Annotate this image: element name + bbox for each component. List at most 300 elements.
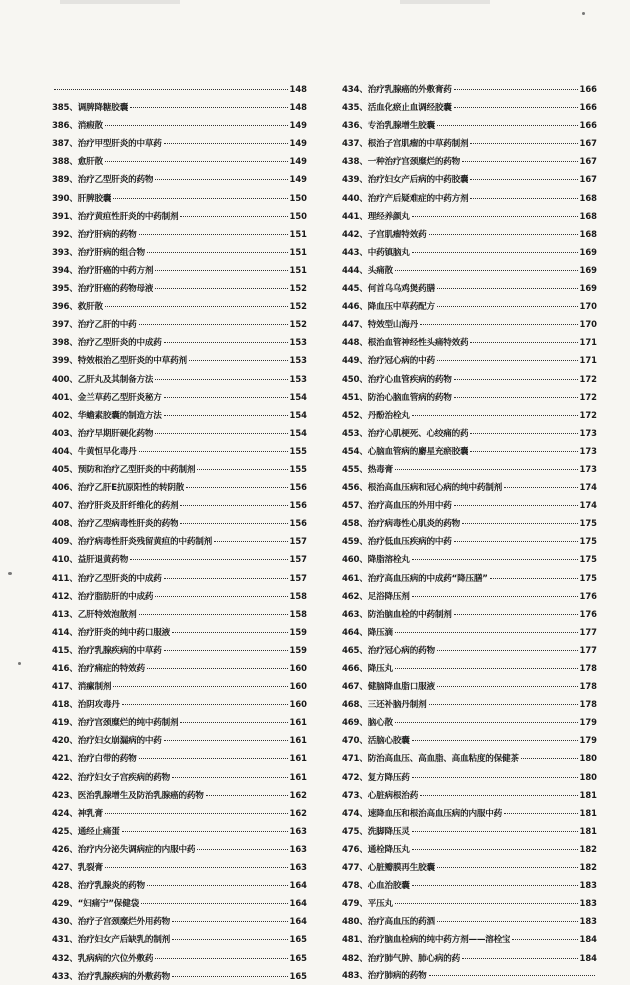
toc-entry-page: 153	[289, 355, 307, 366]
toc-entry-title: 477、心脏瓣膜再生胶囊	[342, 863, 435, 874]
toc-entry-title: 401、金兰草药乙型肝炎秘方	[52, 392, 162, 403]
toc-entry-title: 388、愈肝散	[52, 157, 103, 168]
toc-entry-title: 450、治疗心血管疾病的药物	[342, 374, 452, 385]
toc-entry	[52, 840, 307, 858]
toc-entry-title: 442、子宫肌瘤特效药	[342, 229, 427, 240]
toc-leader-dots	[454, 396, 578, 398]
toc-entry	[52, 659, 307, 677]
toc-entry-title: 390、肝脾胶囊	[52, 193, 112, 204]
toc-entry-title: 423、医治乳腺增生及防治乳腺癌的药物	[52, 790, 204, 801]
toc-entry-page: 184	[579, 934, 597, 945]
toc-entry	[52, 623, 307, 641]
toc-entry-page: 160	[289, 681, 307, 692]
toc-entry-page: 175	[579, 536, 597, 547]
toc-leader-dots	[214, 540, 287, 542]
toc-leader-dots	[130, 558, 287, 560]
scan-smudge	[400, 0, 490, 4]
toc-entry-page: 171	[579, 355, 597, 366]
toc-entry-title: 415、治疗乳腺疾病的中草药	[52, 645, 162, 656]
toc-entry-page: 164	[289, 916, 307, 927]
toc-entry-title: 393、治疗肝病的组合物	[52, 247, 145, 258]
toc-entry-page: 174	[579, 500, 597, 511]
toc-entry	[52, 333, 307, 351]
toc-leader-dots	[395, 269, 578, 271]
toc-entry-page: 155	[289, 445, 307, 456]
toc-entry-page: 167	[579, 138, 597, 149]
toc-entry	[342, 532, 597, 550]
toc-leader-dots	[521, 757, 578, 759]
toc-leader-dots	[164, 649, 288, 651]
scan-speck	[18, 662, 21, 665]
toc-entry-page: 152	[289, 319, 307, 330]
toc-entry-title: 466、降压丸	[342, 664, 393, 674]
toc-entry	[52, 949, 307, 967]
toc-entry-page: 182	[579, 862, 597, 873]
toc-entry-title: 386、消瘕散	[52, 121, 103, 132]
toc-entry-page: 177	[579, 644, 597, 655]
toc-entry	[52, 768, 307, 786]
toc-entry-page: 150	[289, 210, 307, 221]
toc-entry-title: 441、理经养颜丸	[342, 211, 410, 222]
toc-entry	[342, 98, 597, 116]
toc-entry	[342, 605, 597, 623]
toc-entry-title: 429、“妇痛宁”保健袋	[52, 899, 139, 910]
toc-leader-dots	[139, 233, 288, 235]
toc-entry-title: 457、治疗高血压的外用中药	[342, 501, 452, 512]
toc-entry-page: 183	[579, 898, 597, 909]
toc-entry-title: 396、救肝散	[52, 302, 103, 313]
toc-entry	[342, 786, 597, 804]
toc-leader-dots	[470, 178, 577, 180]
toc-leader-dots	[155, 269, 287, 271]
toc-leader-dots	[412, 848, 578, 850]
toc-entry-title: 402、华蟾素胶囊的制造方法	[52, 410, 162, 421]
toc-entry-title: 478、心血治胶囊	[342, 881, 410, 892]
toc-entry	[342, 370, 597, 388]
toc-entry-page: 173	[579, 463, 597, 474]
toc-entry-page: 165	[289, 952, 307, 963]
toc-leader-dots	[412, 414, 578, 416]
toc-entry	[52, 279, 307, 297]
toc-entry	[342, 912, 597, 930]
toc-entry	[342, 333, 597, 351]
toc-leader-dots	[54, 88, 288, 90]
toc-leader-dots	[420, 794, 577, 796]
toc-entry-page: 161	[289, 735, 307, 746]
toc-entry-page: 182	[579, 843, 597, 854]
toc-entry-page: 181	[579, 789, 597, 800]
toc-leader-dots	[206, 794, 288, 796]
toc-leader-dots	[454, 88, 578, 90]
toc-entry	[52, 605, 307, 623]
toc-leader-dots	[164, 396, 288, 398]
toc-entry	[52, 912, 307, 930]
toc-entry-page: 150	[289, 192, 307, 203]
toc-leader-dots	[429, 974, 596, 976]
toc-entry-title: 416、治疗痛症的特效药	[52, 664, 145, 674]
toc-entry	[52, 876, 307, 894]
toc-entry-page: 172	[579, 373, 597, 384]
toc-entry-title: 407、治疗肝炎及肝纤维化的药剂	[52, 501, 179, 512]
toc-entry-page: 175	[579, 554, 597, 565]
toc-entry	[342, 768, 597, 786]
toc-entry-title: 435、活血化瘀止血调经胶囊	[342, 103, 452, 114]
toc-leader-dots	[155, 287, 287, 289]
toc-leader-dots	[105, 812, 288, 814]
toc-leader-dots	[139, 757, 288, 759]
toc-entry	[342, 225, 597, 243]
toc-column-right	[342, 80, 597, 985]
toc-entry-title: 461、治疗高血压病的中成药“降压膳”	[342, 573, 488, 584]
toc-leader-dots	[454, 540, 578, 542]
toc-entry	[342, 858, 597, 876]
toc-entry-page: 170	[579, 319, 597, 330]
toc-leader-dots	[412, 739, 578, 741]
toc-entry-page: 153	[289, 373, 307, 384]
toc-leader-dots	[454, 378, 578, 380]
toc-entry	[342, 351, 597, 369]
toc-entry-page: 160	[289, 663, 307, 673]
toc-entry-page: 178	[579, 681, 597, 692]
toc-leader-dots	[504, 486, 577, 488]
toc-entry-page: 164	[289, 880, 307, 891]
toc-entry	[52, 424, 307, 442]
toc-entry-page: 162	[289, 807, 307, 818]
toc-entry	[52, 189, 307, 207]
toc-entry-title: 428、治疗乳腺炎的药物	[52, 881, 145, 892]
toc-leader-dots	[395, 667, 578, 669]
toc-leader-dots	[180, 504, 287, 506]
toc-entry	[52, 315, 307, 333]
toc-entry-title: 413、乙肝特效泡散剂	[52, 609, 137, 620]
scan-smudge	[60, 0, 180, 4]
toc-entry-title: 468、三还补脑丹制剂	[342, 700, 427, 711]
toc-entry	[52, 695, 307, 713]
toc-entry	[52, 80, 307, 98]
toc-entry	[342, 207, 597, 225]
toc-leader-dots	[470, 197, 577, 199]
toc-entry	[342, 623, 597, 641]
toc-entry-title: 474、速降血压和根治高血压病的内服中药	[342, 808, 503, 819]
toc-leader-dots	[412, 830, 578, 832]
toc-entry-title: 426、治疗内分泌失调病症的内服中药	[52, 844, 196, 855]
toc-entry-title: 444、头痛散	[342, 265, 393, 276]
toc-entry-page: 157	[289, 554, 307, 565]
toc-leader-dots	[395, 468, 578, 470]
toc-entry	[52, 514, 307, 532]
toc-entry-page: 166	[579, 84, 597, 94]
toc-entry-title: 410、益肝退黄药物	[52, 555, 129, 566]
toc-entry-page: 149	[289, 120, 307, 131]
toc-entry	[52, 243, 307, 261]
toc-entry	[342, 822, 597, 840]
toc-entry-title: 397、治疗乙肝的中药	[52, 320, 137, 331]
toc-leader-dots	[470, 450, 577, 452]
toc-entry-page: 174	[579, 482, 597, 493]
toc-entry-title: 398、治疗乙型肝炎的中成药	[52, 338, 162, 349]
toc-leader-dots	[105, 305, 288, 307]
toc-entry	[52, 569, 307, 587]
toc-entry	[342, 243, 597, 261]
toc-entry-page: 160	[289, 699, 307, 710]
toc-entry-title: 448、根治血管神经性头痛特效药	[342, 338, 469, 349]
toc-leader-dots	[164, 739, 288, 741]
toc-entry-page: 151	[289, 246, 307, 257]
toc-entry	[52, 406, 307, 424]
toc-entry	[342, 894, 597, 912]
toc-entry-title: 470、活脑心胶囊	[342, 736, 410, 747]
toc-entry-page: 169	[579, 246, 597, 257]
toc-leader-dots	[141, 902, 288, 904]
toc-entry-title: 453、治疗心肌梗死、心绞痛的药	[342, 428, 469, 439]
toc-entry	[342, 569, 597, 587]
toc-entry-page: 168	[579, 192, 597, 203]
toc-entry-page: 162	[289, 789, 307, 800]
toc-entry-title: 432、乳病病的穴位外敷药	[52, 953, 154, 964]
toc-entry-title: 479、平压丸	[342, 899, 393, 910]
toc-entry-page: 164	[289, 898, 307, 909]
toc-entry-title: 392、治疗肝病的药物	[52, 229, 137, 240]
toc-entry-page: 153	[289, 337, 307, 348]
toc-entry-page: 172	[579, 391, 597, 402]
toc-entry-title: 424、神乳膏	[52, 808, 103, 819]
toc-entry-title: 467、健脑降血脂口服液	[342, 682, 435, 693]
toc-entry	[342, 587, 597, 605]
toc-entry-page: 183	[579, 916, 597, 927]
toc-leader-dots	[429, 703, 578, 705]
toc-entry-title: 440、治疗产后疑难症的中药方剂	[342, 193, 469, 204]
toc-entry-title: 406、治疗乙肝E抗原阳性的转阴散	[52, 483, 185, 494]
toc-entry	[52, 804, 307, 822]
scan-speck	[8, 572, 12, 575]
toc-entry-page: 175	[579, 572, 597, 583]
toc-entry-title: 427、乳裂膏	[52, 863, 103, 874]
toc-entry-title: 436、专治乳腺增生胶囊	[342, 121, 435, 132]
toc-leader-dots	[437, 685, 578, 687]
toc-entry-title: 389、治疗乙型肝炎的药物	[52, 175, 154, 186]
toc-leader-dots	[197, 848, 287, 850]
toc-entry-title: 449、治疗冠心病的中药	[342, 356, 435, 367]
toc-leader-dots	[122, 703, 288, 705]
toc-entry	[52, 822, 307, 840]
toc-entry	[342, 388, 597, 406]
toc-entry	[342, 478, 597, 496]
toc-entry-title: 480、治疗高血压的药酒	[342, 917, 435, 928]
toc-leader-dots	[172, 776, 287, 778]
toc-leader-dots	[105, 866, 288, 868]
toc-leader-dots	[172, 975, 287, 977]
toc-entry-page: 163	[289, 862, 307, 873]
toc-entry-page: 152	[289, 301, 307, 312]
toc-entry-page: 159	[289, 626, 307, 637]
toc-entry-title: 434、治疗乳腺癌的外敷膏药	[342, 85, 452, 95]
toc-entry-title: 439、治疗妇女产后病的中药胶囊	[342, 175, 469, 186]
toc-entry	[342, 424, 597, 442]
toc-leader-dots	[130, 106, 287, 108]
toc-leader-dots	[172, 631, 287, 633]
toc-entry-page: 166	[579, 120, 597, 131]
toc-entry-title: 420、治疗妇女崩漏病的中药	[52, 736, 162, 747]
toc-leader-dots	[189, 359, 288, 361]
toc-entry	[342, 514, 597, 532]
toc-entry-title: 409、治疗病毒性肝炎残留黄疸的中药制剂	[52, 537, 213, 548]
toc-entry-title: 391、治疗黄疸性肝炎的中药制剂	[52, 211, 179, 222]
toc-entry-page: 154	[289, 427, 307, 438]
toc-entry-page: 169	[579, 283, 597, 294]
toc-leader-dots	[504, 812, 577, 814]
toc-leader-dots	[186, 486, 287, 488]
toc-entry-title: 438、一种治疗宫颈糜烂的药物	[342, 157, 461, 168]
toc-leader-dots	[172, 938, 287, 940]
toc-leader-dots	[462, 522, 577, 524]
toc-entry	[342, 695, 597, 713]
toc-entry	[52, 388, 307, 406]
toc-entry	[52, 116, 307, 134]
toc-entry-title: 418、治阴攻毒丹	[52, 700, 120, 711]
toc-leader-dots	[105, 160, 288, 162]
toc-entry-title: 403、治疗早期肝硬化药物	[52, 428, 154, 439]
toc-entry-title: 472、复方降压药	[342, 772, 410, 783]
toc-entry	[52, 587, 307, 605]
toc-leader-dots	[429, 233, 578, 235]
toc-entry-title: 447、特效型山海丹	[342, 320, 419, 331]
toc-entry	[52, 731, 307, 749]
toc-entry-page: 149	[289, 138, 307, 149]
toc-entry	[342, 641, 597, 659]
toc-entry-title: 430、治疗子宫颈糜烂外用药物	[52, 917, 171, 928]
toc-entry-page: 148	[289, 102, 307, 113]
toc-entry	[52, 894, 307, 912]
toc-entry	[342, 967, 597, 985]
toc-entry	[342, 406, 597, 424]
toc-leader-dots	[113, 197, 287, 199]
toc-entry-page: 169	[579, 264, 597, 275]
toc-entry-page: 158	[289, 608, 307, 619]
toc-leader-dots	[437, 649, 578, 651]
toc-entry-page: 177	[579, 626, 597, 637]
toc-entry-title: 405、预防和治疗乙型肝炎的中药制剂	[52, 464, 196, 475]
toc-entry-page: 172	[579, 409, 597, 420]
toc-leader-dots	[180, 522, 287, 524]
toc-entry-page: 156	[289, 500, 307, 511]
toc-entry	[52, 98, 307, 116]
toc-entry	[52, 152, 307, 170]
toc-entry-page: 149	[289, 174, 307, 185]
toc-leader-dots	[155, 595, 287, 597]
toc-entry-title: 419、治疗宫颈糜烂的纯中药制剂	[52, 718, 179, 729]
toc-leader-dots	[412, 558, 578, 560]
toc-entry-title: 476、通栓降压丸	[342, 844, 410, 855]
toc-entry-title: 421、治疗白带的药物	[52, 754, 137, 765]
toc-entry-page: 157	[289, 536, 307, 547]
toc-leader-dots	[454, 106, 578, 108]
toc-entry-page: 151	[289, 228, 307, 239]
toc-leader-dots	[470, 432, 577, 434]
toc-leader-dots	[437, 124, 578, 126]
toc-entry-page: 181	[579, 825, 597, 836]
toc-leader-dots	[197, 468, 287, 470]
toc-entry-page: 157	[289, 572, 307, 583]
toc-entry-page: 154	[289, 409, 307, 420]
toc-entry	[342, 550, 597, 568]
toc-entry-page: 180	[579, 753, 597, 764]
toc-entry-title: 460、降脂溶栓丸	[342, 555, 410, 566]
toc-leader-dots	[462, 160, 577, 162]
toc-leader-dots	[490, 577, 578, 579]
toc-entry	[52, 713, 307, 731]
toc-entry	[342, 189, 597, 207]
toc-leader-dots	[437, 287, 578, 289]
toc-entry-title: 412、治疗脂肪肝的中成药	[52, 591, 154, 602]
toc-leader-dots	[470, 341, 577, 343]
toc-entry-page: 181	[579, 807, 597, 818]
toc-leader-dots	[512, 938, 577, 940]
toc-entry	[342, 876, 597, 894]
toc-entry-page: 170	[579, 301, 597, 312]
toc-entry	[342, 315, 597, 333]
toc-leader-dots	[155, 957, 287, 959]
toc-entry-title: 455、热毒膏	[342, 464, 393, 475]
toc-entry	[52, 170, 307, 188]
toc-entry	[52, 261, 307, 279]
toc-leader-dots	[437, 920, 578, 922]
toc-entry	[52, 967, 307, 985]
toc-leader-dots	[412, 595, 578, 597]
toc-entry-page: 156	[289, 518, 307, 529]
toc-entry-page: 173	[579, 445, 597, 456]
toc-entry	[52, 207, 307, 225]
toc-leader-dots	[155, 378, 287, 380]
toc-leader-dots	[412, 776, 578, 778]
toc-entry	[342, 804, 597, 822]
toc-entry-page: 159	[289, 644, 307, 655]
toc-entry-title: 471、防治高血压、高血脂、高血粘度的保健茶	[342, 754, 519, 765]
toc-entry-page: 179	[579, 735, 597, 746]
toc-entry-page: 161	[289, 753, 307, 764]
toc-entry-title: 404、牛黄恒早化毒丹	[52, 446, 137, 457]
toc-entry	[342, 731, 597, 749]
toc-entry	[52, 134, 307, 152]
toc-entry	[52, 532, 307, 550]
toc-entry-page: 178	[579, 663, 597, 673]
toc-leader-dots	[164, 341, 288, 343]
toc-entry-page: 184	[579, 952, 597, 963]
toc-entry-page: 156	[289, 482, 307, 493]
toc-entry-title: 400、乙肝丸及其制备方法	[52, 374, 154, 385]
toc-entry	[342, 460, 597, 478]
toc-entry-page: 163	[289, 825, 307, 836]
toc-entry-title: 431、治疗妇女产后缺乳的制剂	[52, 935, 171, 946]
toc-leader-dots	[155, 432, 287, 434]
toc-entry-page: 176	[579, 608, 597, 619]
toc-leader-dots	[113, 685, 287, 687]
toc-leader-dots	[172, 920, 287, 922]
toc-entry	[342, 170, 597, 188]
toc-entry	[52, 460, 307, 478]
toc-entry-page: 183	[579, 880, 597, 891]
toc-entry-page: 176	[579, 590, 597, 601]
toc-leader-dots	[155, 178, 287, 180]
toc-entry	[342, 659, 597, 677]
toc-leader-dots	[105, 124, 288, 126]
toc-leader-dots	[164, 142, 288, 144]
toc-leader-dots	[164, 577, 288, 579]
toc-leader-dots	[147, 667, 288, 669]
toc-entry-title: 387、治疗甲型肝炎的中草药	[52, 139, 162, 150]
toc-entry	[342, 442, 597, 460]
toc-entry-page: 163	[289, 843, 307, 854]
toc-leader-dots	[454, 504, 578, 506]
